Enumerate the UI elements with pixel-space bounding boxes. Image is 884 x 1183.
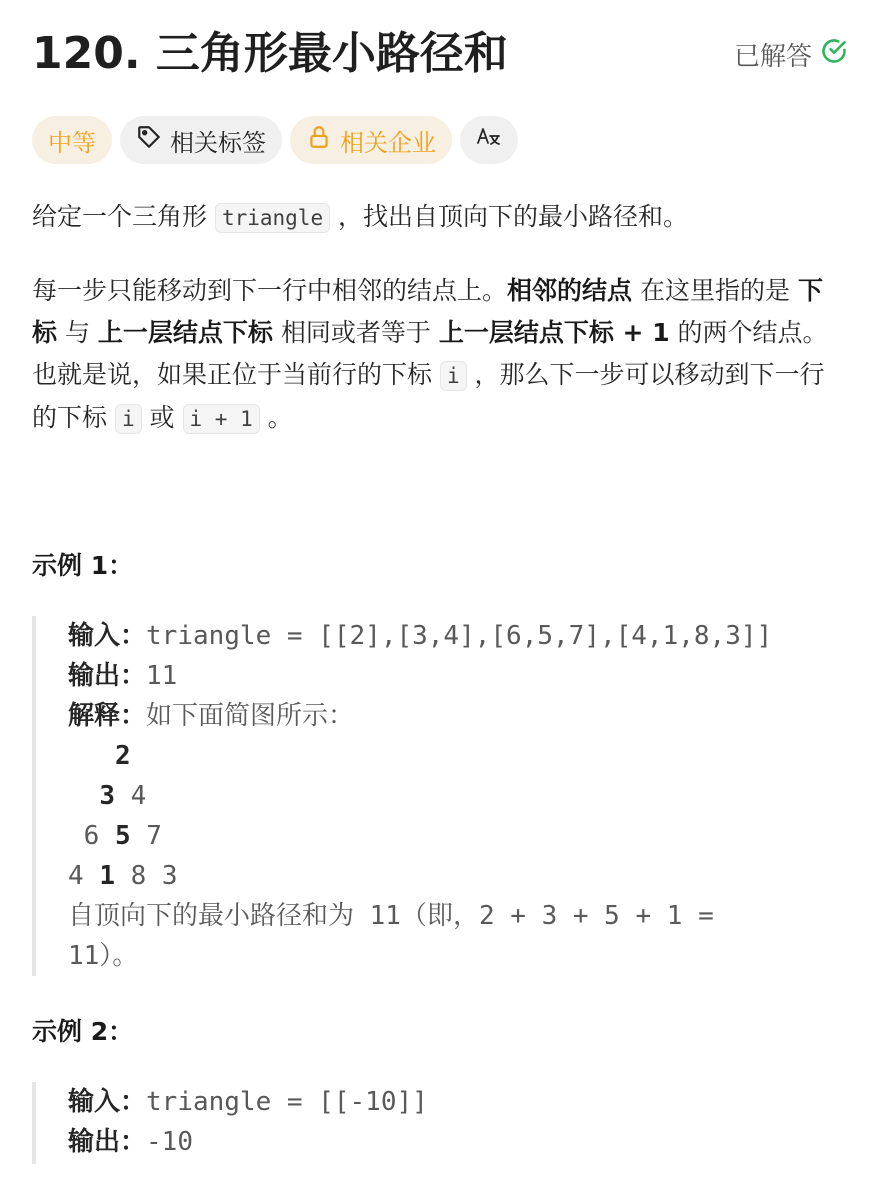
example-2-title: 示例 2：	[32, 1017, 134, 1046]
text-segment: 的两个结点。也就是说，如果正位于当前行的下标	[32, 318, 828, 389]
row-values: 7	[130, 821, 162, 851]
path-node: 3	[99, 781, 115, 811]
text-segment: 在这里指的是	[632, 276, 798, 305]
translate-icon	[476, 124, 502, 156]
solved-status[interactable]	[734, 36, 848, 73]
output-label: 输出：	[68, 1127, 147, 1157]
example-2-block	[32, 1082, 844, 1164]
triangle-row-4	[68, 861, 178, 891]
row-values: 8 3	[114, 861, 178, 891]
path-node: 1	[99, 861, 115, 891]
text-segment: 相同或者等于	[272, 318, 439, 347]
description-paragraph-2	[32, 270, 836, 440]
explain-value: 如下面简图所示：	[146, 701, 355, 731]
related-tags-button[interactable]	[120, 116, 282, 164]
explain-label: 解释：	[68, 701, 147, 731]
solved-label: 已解答	[733, 41, 812, 72]
row-values: 6	[68, 821, 115, 851]
difficulty-badge[interactable]: 中等	[32, 116, 112, 164]
input-value: triangle = [[-10]]	[146, 1087, 428, 1117]
input-value: triangle = [[2],[3,4],[6,5,7],[4,1,8,3]]	[146, 621, 773, 651]
row-values: 4	[68, 861, 100, 891]
tag-icon	[136, 124, 162, 156]
tag-row	[32, 116, 518, 164]
text-segment: 与	[57, 318, 98, 347]
row-padding	[68, 741, 115, 771]
output-value: 11	[146, 661, 178, 691]
inline-code-i-plus-1: i + 1	[183, 404, 260, 434]
related-companies-button[interactable]	[290, 116, 452, 164]
description-paragraph-1	[32, 196, 836, 239]
check-circle-icon	[820, 37, 848, 72]
path-node: 5	[114, 821, 131, 851]
text-segment: 。	[259, 403, 293, 432]
path-node: 2	[114, 741, 131, 771]
inline-code-i: i	[115, 404, 142, 434]
bold-term: 上一层结点下标 + 1	[438, 318, 670, 347]
explanation-summary: 自顶向下的最小路径和为 11（即，2 + 3 + 5 + 1 =	[68, 901, 714, 931]
inline-code-triangle: triangle	[215, 203, 330, 233]
text-segment: 或	[141, 403, 183, 432]
text-segment: 给定一个三角形	[32, 202, 215, 231]
example-1-title: 示例 1：	[32, 551, 134, 580]
output-label: 输出：	[68, 661, 147, 691]
example-1-block	[32, 616, 844, 976]
output-value: -10	[146, 1127, 193, 1157]
explanation-summary: 11）。	[68, 941, 139, 971]
input-label: 输入：	[68, 621, 147, 651]
translate-button[interactable]	[460, 116, 518, 164]
related-companies-label: 相关企业	[340, 128, 436, 157]
triangle-row-2	[68, 781, 146, 811]
related-tags-label: 相关标签	[170, 128, 266, 157]
bold-term: 上一层结点下标	[97, 318, 273, 347]
text-segment: ，找出自顶向下的最小路径和。	[330, 202, 689, 231]
lock-icon	[306, 124, 332, 156]
row-values: 4	[114, 781, 147, 811]
bold-term: 相邻的结点	[507, 276, 633, 305]
problem-header	[32, 22, 848, 86]
text-segment: 每一步只能移动到下一行中相邻的结点上。	[32, 276, 508, 305]
triangle-row-3	[68, 821, 162, 851]
bold-term: 下标	[32, 276, 823, 347]
problem-title: 120. 三角形最小路径和	[32, 28, 508, 79]
text-segment: ，那么下一步可以移动到下一行的下标	[32, 360, 825, 432]
row-padding	[68, 781, 99, 811]
triangle-row-1	[68, 741, 131, 771]
inline-code-i: i	[440, 361, 467, 391]
input-label: 输入：	[68, 1087, 147, 1117]
